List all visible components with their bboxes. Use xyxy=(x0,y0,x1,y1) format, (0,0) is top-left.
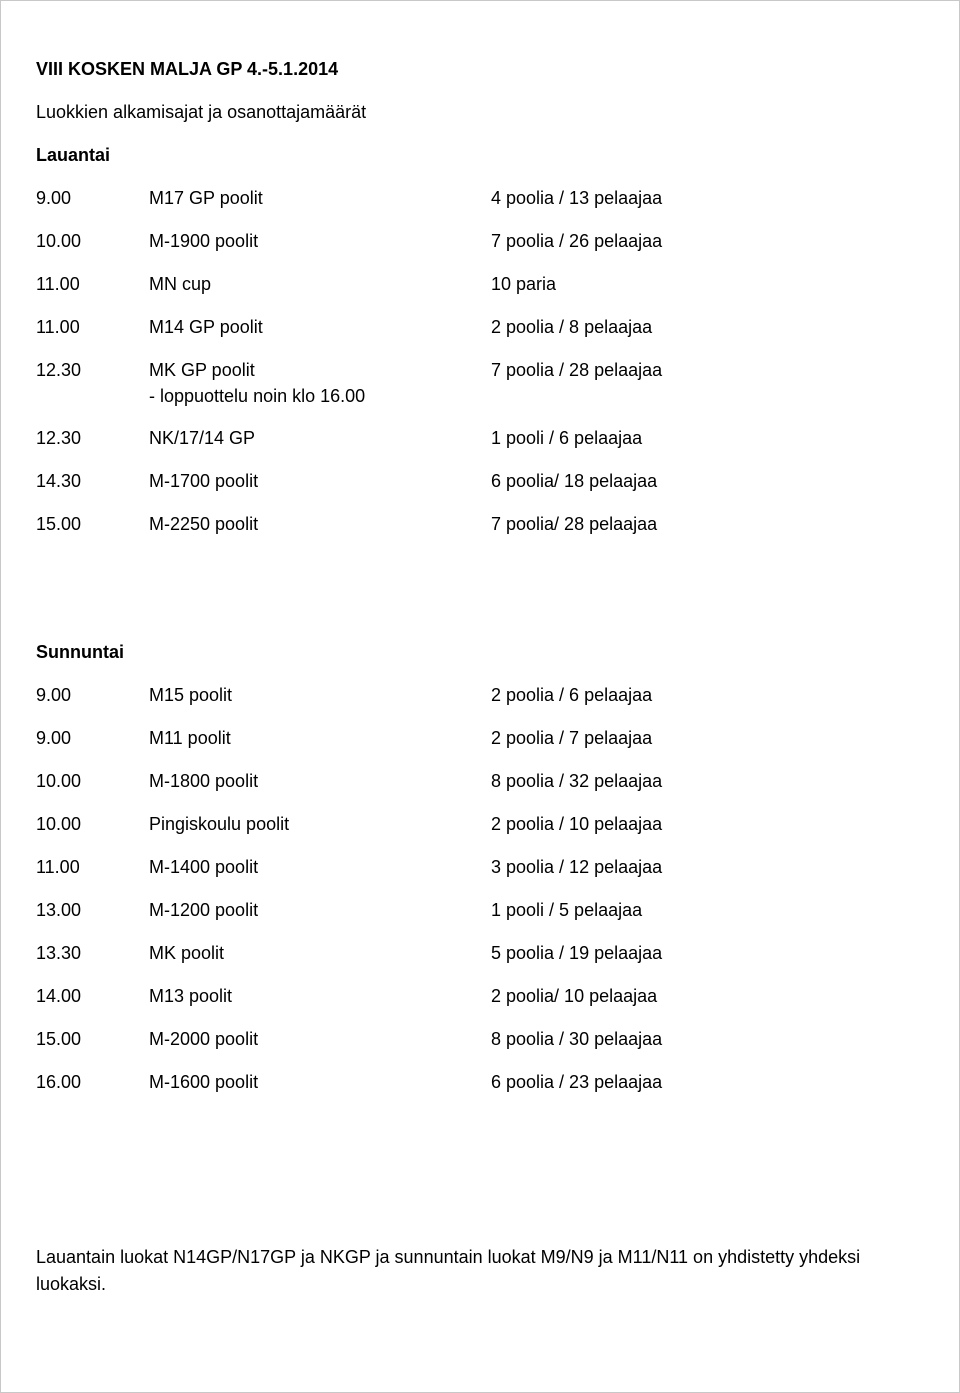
participant-count: 1 pooli / 5 pelaajaa xyxy=(491,900,643,920)
class-name: M-1800 poolit xyxy=(149,771,259,791)
start-time: 15.00 xyxy=(36,1029,82,1049)
class-name: NK/17/14 GP xyxy=(149,428,256,448)
participant-count: 8 poolia / 30 pelaajaa xyxy=(491,1029,663,1049)
class-name: M11 poolit xyxy=(149,728,231,748)
schedule-row xyxy=(36,274,916,296)
schedule-row xyxy=(36,771,916,793)
start-time: 10.00 xyxy=(36,231,82,251)
participant-count: 6 poolia / 23 pelaajaa xyxy=(491,1072,663,1092)
participant-count: 8 poolia / 32 pelaajaa xyxy=(491,771,663,791)
schedule-row xyxy=(36,857,916,879)
participant-count: 2 poolia / 8 pelaajaa xyxy=(491,317,653,337)
start-time: 10.00 xyxy=(36,771,82,791)
start-time: 10.00 xyxy=(36,814,82,834)
start-time: 16.00 xyxy=(36,1072,82,1092)
participant-count: 7 poolia/ 28 pelaajaa xyxy=(491,514,658,534)
schedule-row xyxy=(36,1072,916,1094)
participant-count: 2 poolia / 10 pelaajaa xyxy=(491,814,663,834)
schedule-row xyxy=(36,428,916,450)
participant-count: 2 poolia/ 10 pelaajaa xyxy=(491,986,658,1006)
class-name: M-1900 poolit xyxy=(149,231,259,251)
class-name: M17 GP poolit xyxy=(149,188,263,208)
start-time: 13.00 xyxy=(36,900,82,920)
class-name: M15 poolit xyxy=(149,685,233,705)
schedule-row xyxy=(36,360,916,382)
start-time: 13.30 xyxy=(36,943,82,963)
participant-count: 2 poolia / 7 pelaajaa xyxy=(491,728,653,748)
class-name: M13 poolit xyxy=(149,986,233,1006)
participant-count: 10 paria xyxy=(491,274,557,294)
start-time: 11.00 xyxy=(36,317,80,337)
participant-count: 7 poolia / 26 pelaajaa xyxy=(491,231,663,251)
schedule-row xyxy=(36,188,916,210)
participant-count: 1 pooli / 6 pelaajaa xyxy=(491,428,643,448)
schedule-row xyxy=(36,471,916,493)
schedule-row xyxy=(36,728,916,750)
sunday-heading: Sunnuntai xyxy=(36,642,124,662)
participant-count: 3 poolia / 12 pelaajaa xyxy=(491,857,663,877)
start-time: 14.00 xyxy=(36,986,82,1006)
class-name: M-1200 poolit xyxy=(149,900,259,920)
start-time: 12.30 xyxy=(36,428,82,448)
saturday-heading: Lauantai xyxy=(36,145,111,165)
start-time: 11.00 xyxy=(36,274,80,294)
start-time: 14.30 xyxy=(36,471,82,491)
schedule-row xyxy=(36,943,916,965)
schedule-row xyxy=(36,986,916,1008)
start-time: 15.00 xyxy=(36,514,82,534)
class-name: M-1400 poolit xyxy=(149,857,259,877)
schedule-row xyxy=(36,231,916,253)
participant-count: 4 poolia / 13 pelaajaa xyxy=(491,188,663,208)
schedule-row xyxy=(36,900,916,922)
start-time: 12.30 xyxy=(36,360,82,380)
class-name: Pingiskoulu poolit xyxy=(149,814,290,834)
start-time: 9.00 xyxy=(36,685,72,705)
class-name: M-2250 poolit xyxy=(149,514,259,534)
start-time: 11.00 xyxy=(36,857,80,877)
class-name: M-2000 poolit xyxy=(149,1029,259,1049)
participant-count: 6 poolia/ 18 pelaajaa xyxy=(491,471,658,491)
start-time: 9.00 xyxy=(36,188,72,208)
schedule-row xyxy=(36,317,916,339)
participant-count: 7 poolia / 28 pelaajaa xyxy=(491,360,663,380)
document-subtitle: Luokkien alkamisajat ja osanottajamäärät xyxy=(36,102,367,122)
class-name: MK poolit xyxy=(149,943,225,963)
participant-count: 2 poolia / 6 pelaajaa xyxy=(491,685,653,705)
final-time-note: - loppuottelu noin klo 16.00 xyxy=(149,386,366,406)
start-time: 9.00 xyxy=(36,728,72,748)
schedule-row xyxy=(36,685,916,707)
footnote: Lauantain luokat N14GP/N17GP ja NKGP ja sunnuntain luokat M9/N9 ja M11/N11 on yhdistetty yhdeksi luokaksi. xyxy=(36,1247,861,1294)
class-name: M-1600 poolit xyxy=(149,1072,259,1092)
schedule-row xyxy=(36,814,916,836)
schedule-row xyxy=(36,514,916,536)
class-name: MN cup xyxy=(149,274,212,294)
class-name: M14 GP poolit xyxy=(149,317,263,337)
participant-count: 5 poolia / 19 pelaajaa xyxy=(491,943,663,963)
document-title: VIII KOSKEN MALJA GP 4.-5.1.2014 xyxy=(36,59,339,79)
class-name: M-1700 poolit xyxy=(149,471,259,491)
class-name: MK GP poolit xyxy=(149,360,255,380)
schedule-row xyxy=(36,1029,916,1051)
